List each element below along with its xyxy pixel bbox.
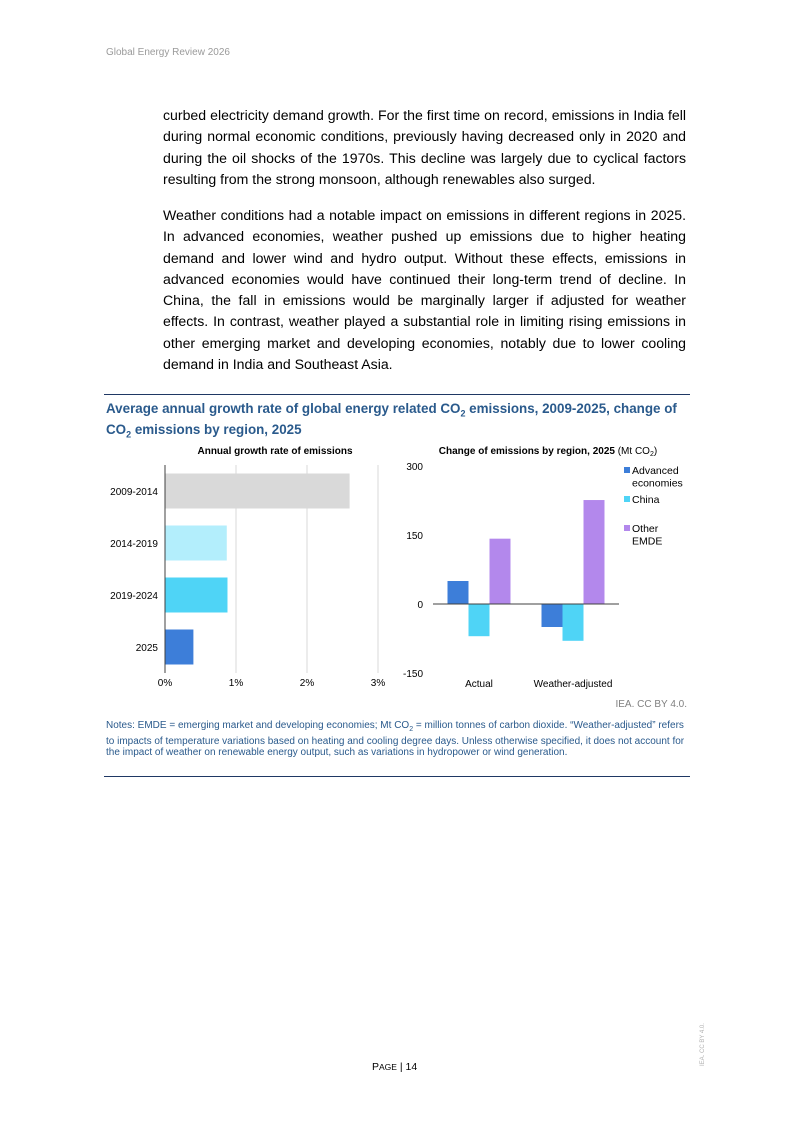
chart1-category-label: 2009-2014: [110, 487, 158, 498]
chart1-x-tick-label: 2%: [299, 678, 315, 689]
chart2-title: Change of emissions by region, 2025 (Mt $CO_2$): [438, 446, 658, 458]
chart1-x-tick-label: 0%: [157, 678, 173, 689]
chart2-category-label: Actual: [465, 679, 493, 690]
running-header: Global Energy Review 2026: [106, 47, 230, 58]
chart2-legend-label: economies: [632, 477, 683, 490]
chart1-category-label: 2025: [135, 643, 158, 654]
chart2-bar: [490, 539, 511, 604]
chart2-bar: [448, 581, 469, 604]
figure-bottom-rule: [104, 776, 690, 777]
side-credit: IEA. CC BY 4.0.: [700, 1023, 706, 1066]
chart2-legend-label: EMDE: [632, 535, 663, 548]
chart1-bar: [165, 526, 227, 561]
figure-credit: IEA. CC BY 4.0.: [615, 699, 687, 710]
chart1-category-label: 2014-2019: [110, 539, 158, 550]
chart1-title: Annual growth rate of emissions: [197, 446, 353, 457]
chart2-y-tick-label: -150: [402, 669, 423, 680]
chart2-y-tick-label: 0: [417, 600, 423, 611]
chart2-legend-label: China: [632, 494, 660, 506]
chart2-y-tick-label: 150: [406, 531, 423, 542]
chart2-bar: [469, 604, 490, 636]
chart1-x-tick-label: 1%: [228, 678, 244, 689]
chart2-bar: [563, 604, 584, 641]
chart2-bar: [542, 604, 563, 627]
chart1-bar: [165, 578, 227, 613]
chart1-category-label: 2019-2024: [110, 591, 158, 602]
chart1-bar: [165, 630, 193, 665]
chart2-legend-swatch: [624, 467, 630, 473]
figure-notes: Notes: EMDE = emerging market and developing economies; Mt $CO_2$ = million tonnes of carbon dioxide. “Weather-adjusted” refers to impacts of temperature variations based on heating and cooling degree days. Unless otherwise specified, it does not account for the impact of weather on renewable energy output, such as variations in hydropower or wind generation.: [106, 720, 685, 759]
chart1-bar: [165, 474, 350, 509]
chart2-category-label: Weather-adjusted: [533, 679, 613, 690]
chart2-legend-label: Advanced: [632, 465, 679, 477]
chart2-legend-swatch: [624, 496, 630, 502]
chart1-x-tick-label: 3%: [370, 678, 386, 689]
figure-title: Average annual growth rate of global energy related $CO_2$ emissions, 2009-2025, change of $CO_2$ emissions by region, 2025: [106, 401, 677, 440]
page-number: PAGE | 14: [372, 1061, 418, 1073]
body-paragraph-1: curbed electricity demand growth. For the first time on record, emissions in India fell during normal economic conditions, previously having decreased only in 2020 and during the oil shocks of the 1970s. This decline was largely due to cyclical factors resulting from the strong monsoon, although renewables also surged.: [163, 107, 686, 187]
chart2-legend-label: Other: [632, 523, 659, 535]
chart2-legend-swatch: [624, 525, 630, 531]
body-paragraph-2: Weather conditions had a notable impact on emissions in different regions in 2025. In advanced economies, weather pushed up emissions due to higher heating demand and lower wind and hydro output. Without these effects, emissions in advanced economies would have continued their long-term trend of decline. In China, the fall in emissions would be marginally larger if adjusted for weather effects. In contrast, weather played a substantial role in limiting rising emissions in other emerging market and developing economies, notably due to lower cooling demand in India and Southeast Asia.: [163, 207, 686, 373]
chart2-y-tick-label: 300: [406, 462, 423, 473]
chart2-bar: [584, 500, 605, 604]
